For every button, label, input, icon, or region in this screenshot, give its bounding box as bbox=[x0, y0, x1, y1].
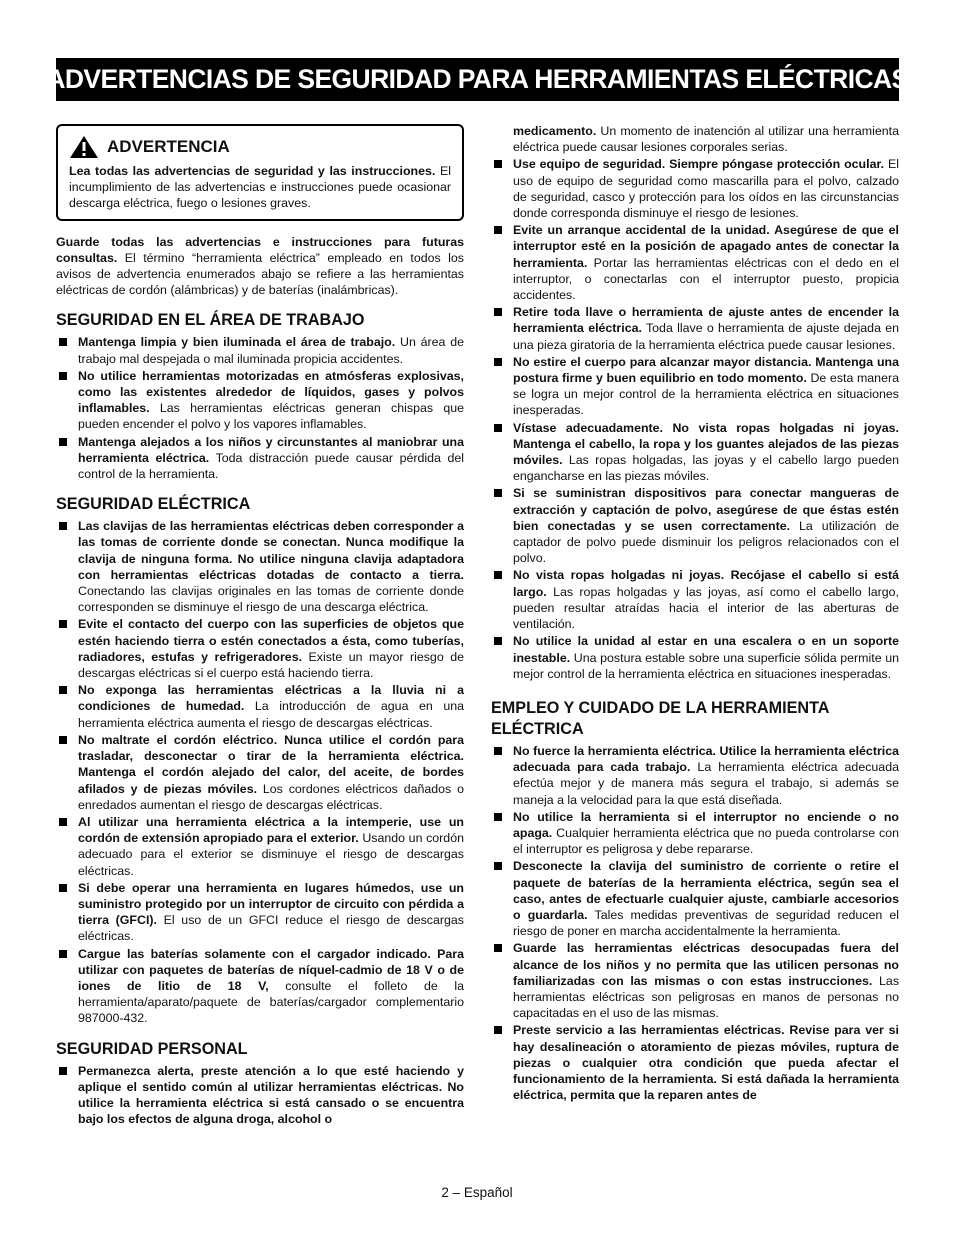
list-item: Evite el contacto del cuerpo con las superficies de objetos que estén haciendo tierra o estén conectados a ésta, como tuberías, radiadores, estufas y refrigeradores. Existe un mayor riesgo de descargas eléctricas si el cuerpo está haciendo tierra. bbox=[56, 616, 464, 681]
page-title: ADVERTENCIAS DE SEGURIDAD PARA HERRAMIENTAS ELÉCTRICAS bbox=[46, 64, 909, 94]
list-item: Preste servicio a las herramientas eléctricas. Revise para ver si hay desalineación o atoramiento de piezas móviles, ruptura de piezas o cualquier otra condición que pueda afectar el funcionamiento de la herramienta. Si está dañada la herramienta eléctrica, permita que la reparen antes de bbox=[491, 1022, 899, 1103]
electrical-list bbox=[56, 518, 464, 1026]
list-item: Si debe operar una herramienta en lugares húmedos, use un suministro protegido por un interruptor de circuito con pérdida a tierra (GFCI). El uso de un GFCI reduce el riesgo de descargas eléctricas. bbox=[56, 880, 464, 945]
work-area-list bbox=[56, 334, 464, 482]
list-item: Use equipo de seguridad. Siempre póngase protección ocular. El uso de equipo de seguridad como mascarilla para el polvo, calzado de seguridad, casco y protección para los oídos en las circunstancias donde corresponda disminuye el riesgo de lesiones. bbox=[491, 156, 899, 221]
list-item: No utilice herramientas motorizadas en atmósferas explosivas, como las existentes alrededor de líquidos, gases y polvos inflamables. Las herramientas eléctricas generan chispas que pueden encender el polvo y los vapores inflamables. bbox=[56, 368, 464, 433]
section-heading-electrical: SEGURIDAD ELÉCTRICA bbox=[56, 495, 251, 514]
list-item: No utilice la unidad al estar en una escalera o en un soporte inestable. Una postura estable sobre una superficie sólida permite un mejor control de la herramienta eléctrica en situaciones inesperadas. bbox=[491, 633, 899, 682]
page-footer: 2 – Español bbox=[441, 1185, 513, 1200]
warning-heading: ADVERTENCIA bbox=[107, 137, 230, 156]
section-heading-tool-use-care: EMPLEO Y CUIDADO DE LA HERRAMIENTA ELÉCTRICA bbox=[491, 698, 829, 738]
warning-box bbox=[56, 124, 464, 221]
tool-use-care-list bbox=[491, 743, 899, 1103]
section-heading-work-area: SEGURIDAD EN EL ÁREA DE TRABAJO bbox=[56, 311, 365, 330]
section-heading-personal: SEGURIDAD PERSONAL bbox=[56, 1039, 248, 1058]
list-item: No fuerce la herramienta eléctrica. Utilice la herramienta eléctrica adecuada para cada trabajo. La herramienta eléctrica adecuada efectúa mejor y de manera más segura el trabajo, si además se maneja a la velocidad para la que está diseñada. bbox=[491, 743, 899, 808]
list-item: Las clavijas de las herramientas eléctricas deben corresponder a las tomas de corriente donde se conectan. Nunca modifique la clavija de ninguna forma. No utilice ninguna clavija adaptadora con herramientas eléctricas dotadas de contacto a tierra. Conectando las clavijas originales en las tomas de corriente donde corresponden se disminuye el riesgo de una descarga eléctrica. bbox=[56, 518, 464, 615]
list-item: Mantenga alejados a los niños y circunstantes al maniobrar una herramienta eléctrica. Toda distracción puede causar pérdida del control de la herramienta. bbox=[56, 434, 464, 483]
warning-triangle-icon bbox=[69, 135, 99, 159]
list-item: Si se suministran dispositivos para conectar mangueras de extracción y captación de polvo, asegúrese de que éstas estén bien conectadas y se usen correctamente. La utilización de captador de polvo puede disminuir los peligros relacionados con el polvo. bbox=[491, 485, 899, 566]
list-item: Al utilizar una herramienta eléctrica a la intemperie, use un cordón de extensión apropiado para el exterior. Usando un cordón adecuado para el exterior se disminuye el riesgo de descargas eléctricas. bbox=[56, 814, 464, 879]
list-item: No vista ropas holgadas ni joyas. Recójase el cabello si está largo. Las ropas holgadas y las joyas, así como el cabello largo, pueden resultar atraídas hacia el interior de las aberturas de ventilación. bbox=[491, 567, 899, 632]
list-item: No maltrate el cordón eléctrico. Nunca utilice el cordón para trasladar, desconectar o tirar de la herramienta eléctrica. Mantenga el cordón alejado del calor, del aceite, de bordes afilados y de piezas móviles. Los cordones eléctricos dañados o enredados aumentan el riesgo de descargas eléctricas. bbox=[56, 732, 464, 813]
page-title-bar bbox=[46, 58, 909, 101]
list-item: Cargue las baterías solamente con el cargador indicado. Para utilizar con paquetes de baterías de níquel-cadmio de 18 V o de iones de litio de 18 V, consulte el folleto de la herramienta/aparato/paquete de baterías/cargador complementario 987000-432. bbox=[56, 946, 464, 1027]
list-item: No utilice la herramienta si el interruptor no enciende o no apaga. Cualquier herramienta eléctrica que no pueda controlarse con el interruptor es peligrosa y debe repararse. bbox=[491, 809, 899, 858]
personal-list-continued bbox=[491, 123, 899, 682]
list-item: Permanezca alerta, preste atención a lo que esté haciendo y aplique el sentido común al utilizar herramientas eléctricas. No utilice la herramienta eléctrica si está cansado o se encuentra bajo los efectos de alguna droga, alcohol o bbox=[56, 1063, 464, 1128]
list-item: Desconecte la clavija del suministro de corriente o retire el paquete de baterías de la herramienta eléctrica, según sea el caso, antes de efectuarle cualquier ajuste, cambiarle accesorios o guardarla. Tales medidas preventivas de seguridad reducen el riesgo de poner en marcha accidentalmente la herramienta. bbox=[491, 858, 899, 939]
left-column bbox=[56, 124, 464, 1128]
list-item: Guarde las herramientas eléctricas desocupadas fuera del alcance de los niños y no permita que las utilicen personas no familiarizadas con las mismas o con estas instrucciones. Las herramientas eléctricas son peligrosas en manos de personas no capacitadas en el uso de las mismas. bbox=[491, 940, 899, 1021]
list-item: Evite un arranque accidental de la unidad. Asegúrese de que el interruptor esté en la posición de apagado antes de conectar la herramienta. Portar las herramientas eléctricas con el dedo en el interruptor, o conectarlas con el interruptor puesto, propicia accidentes. bbox=[491, 222, 899, 303]
right-column bbox=[491, 123, 899, 1104]
list-item: Mantenga limpia y bien iluminada el área de trabajo. Un área de trabajo mal despejada o mal iluminada propicia accidentes. bbox=[56, 334, 464, 366]
list-item: No exponga las herramientas eléctricas a la lluvia ni a condiciones de humedad. La introducción de agua en una herramienta eléctrica aumenta el riesgo de descargas eléctricas. bbox=[56, 682, 464, 731]
list-item: Vístase adecuadamente. No vista ropas holgadas ni joyas. Mantenga el cabello, la ropa y los guantes alejados de las piezas móviles. Las ropas holgadas, las joyas y el cabello largo pueden engancharse en las piezas móviles. bbox=[491, 420, 899, 485]
list-item: No estire el cuerpo para alcanzar mayor distancia. Mantenga una postura firme y buen equilibrio en todo momento. De esta manera se logra un mejor control de la herramienta eléctrica en situaciones inesperadas. bbox=[491, 354, 899, 419]
list-item: Retire toda llave o herramienta de ajuste antes de encender la herramienta eléctrica. Toda llave o herramienta de ajuste dejada en una pieza giratoria de la herramienta eléctrica puede causar lesiones. bbox=[491, 304, 899, 353]
warning-text: Lea todas las advertencias de seguridad y las instrucciones. El incumplimiento de las advertencias e instrucciones puede ocasionar descarga eléctrica, fuego o lesiones graves. bbox=[69, 164, 451, 211]
intro-paragraph: Guarde todas las advertencias e instrucciones para futuras consultas. El término “herramienta eléctrica” empleado en todos los avisos de advertencia enumerados abajo se refiere a las herramientas eléctricas de cordón (alámbricas) y de baterías (inalámbricas). bbox=[56, 234, 464, 298]
personal-list bbox=[56, 1063, 464, 1128]
list-item-continuation: medicamento. Un momento de inatención al utilizar una herramienta eléctrica puede causar lesiones corporales serias. bbox=[513, 124, 899, 155]
